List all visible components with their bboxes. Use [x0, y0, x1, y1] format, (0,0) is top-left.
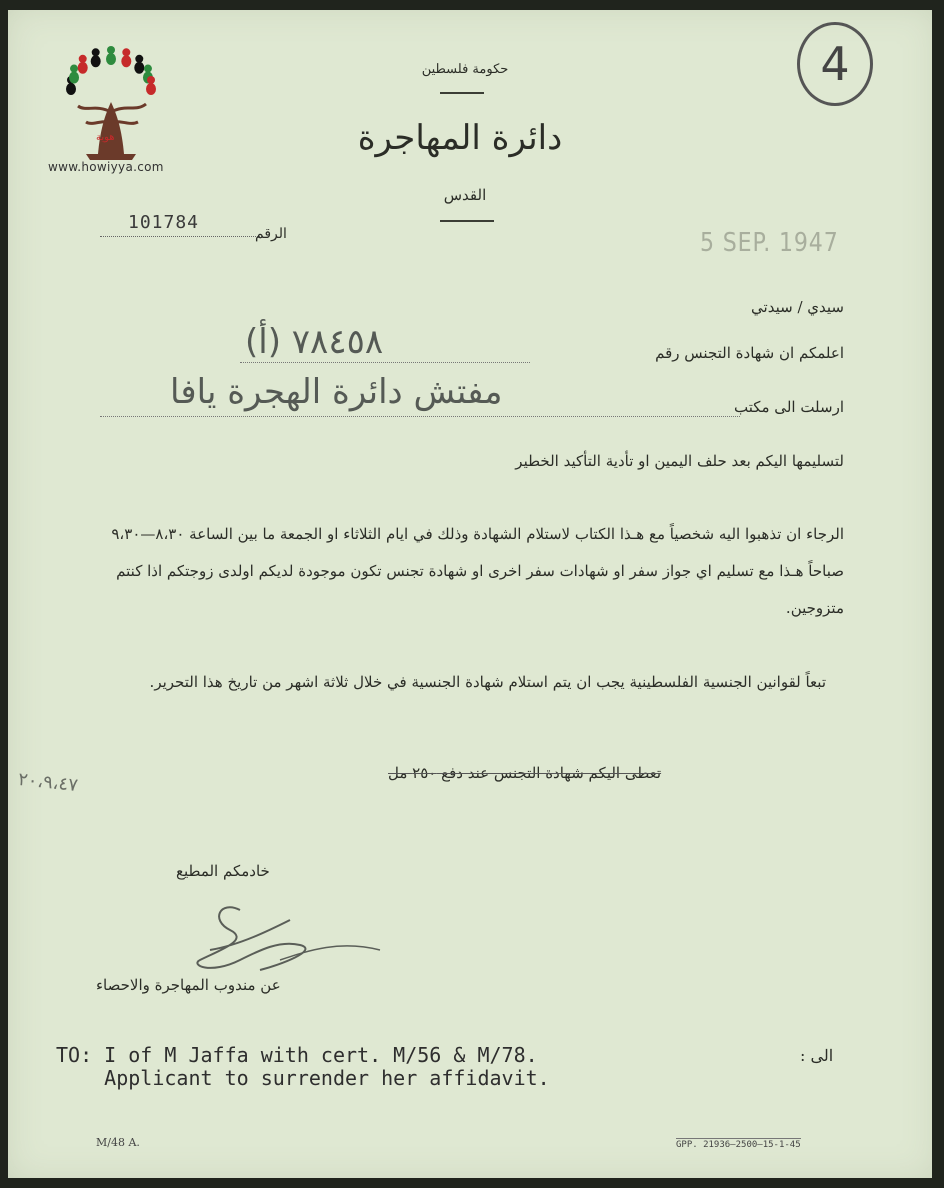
printer-code: GPP. 21936—2500—15-1-45	[676, 1140, 801, 1150]
salutation: سيدي / سيدتي	[751, 298, 844, 316]
government-heading: حكومة فلسطين	[421, 62, 509, 77]
logo-person-body	[66, 83, 76, 95]
scan-edge-top	[0, 0, 944, 10]
logo-person-head	[144, 65, 152, 73]
logo-person-head	[135, 55, 143, 63]
office-line-prefix: ارسلت الى مكتب	[733, 398, 844, 416]
closing-signatory: عن مندوب المهاجرة والاحصاء	[96, 976, 281, 994]
logo-person-body	[134, 62, 144, 74]
to-label-ar: الى :	[800, 1046, 834, 1065]
date-stamp: 5 SEP. 1947	[700, 228, 839, 258]
oath-line: لتسليمها اليكم بعد حلف اليمين او تأدية التأكيد الخطير	[515, 452, 844, 470]
logo-person-head	[107, 46, 115, 54]
heading-rule-2	[440, 220, 494, 222]
logo-person-body	[146, 83, 156, 95]
logo-person-head	[122, 48, 130, 56]
scan-edge-left	[0, 0, 8, 1188]
department-title: دائرة المهاجرة	[357, 118, 563, 158]
to-line-2: Applicant to surrender her affidavit.	[104, 1066, 550, 1090]
logo-person-body	[69, 72, 79, 84]
howiyya-logo	[56, 42, 166, 172]
logo-person-head	[92, 48, 100, 56]
fee-line: تعطى اليكم شهادة التجنس عند دفع ٢٥٠ مل	[388, 764, 662, 782]
logo-person-body	[78, 62, 88, 74]
to-block	[56, 1044, 550, 1090]
to-line-1: I of M Jaffa with cert. M/56 & M/78.	[104, 1043, 538, 1067]
logo-person-body	[91, 55, 101, 67]
logo-url: www.howiyya.com	[48, 160, 164, 174]
instructions-paragraph: الرجاء ان تذهبوا اليه شخصياً مع هـذا الكتاب لاستلام الشهادة وذلك في ايام الثلاثاء او الجمعة ما بين الساعة ٨،٣٠—٩،٣٠ صباحاً هـذا مع تسليم اي جواز سفر او شهادات سفر اخرى او شهادة تجنس تكون موجودة لديكم اولدى زوجتكم اذا كنتم متزوجين.	[111, 525, 844, 617]
cert-line-dots	[240, 362, 530, 363]
svg-text:هوية: هوية	[96, 132, 115, 143]
reference-dotted-line	[100, 236, 260, 237]
cert-line-prefix: اعلمكم ان شهادة التجنس رقم	[655, 344, 844, 362]
nationality-law-paragraph: تبعاً لقوانين الجنسية الفلسطينية يجب ان يتم استلام شهادة الجنسية في خلال ثلاثة اشهر من تاريخ هذا التحرير.	[149, 673, 826, 691]
logo-person-head	[147, 76, 155, 84]
margin-handwritten-date: ٢٠،٩،٤٧	[17, 768, 79, 797]
scan-edge-right	[932, 0, 944, 1188]
cert-number-handwritten: ٧٨٤٥٨ (أ)	[245, 322, 384, 362]
page-number-circle: 4	[797, 22, 873, 106]
city-heading: القدس	[443, 186, 487, 204]
closing-servant: خادمكم المطيع	[176, 862, 270, 880]
office-line-dots	[100, 416, 740, 417]
to-label-en: TO:	[56, 1043, 93, 1067]
form-code: M/48 A.	[96, 1136, 140, 1149]
reference-number: 101784	[128, 212, 200, 233]
logo-person-head	[70, 65, 78, 73]
scan-edge-bottom	[0, 1178, 944, 1188]
office-handwritten: مفتش دائرة الهجرة يافا	[170, 372, 503, 412]
reference-label: الرقم	[255, 226, 287, 242]
heading-rule-1	[440, 92, 484, 94]
logo-person-body	[106, 53, 116, 65]
logo-person-body	[121, 55, 131, 67]
logo-person-head	[79, 55, 87, 63]
